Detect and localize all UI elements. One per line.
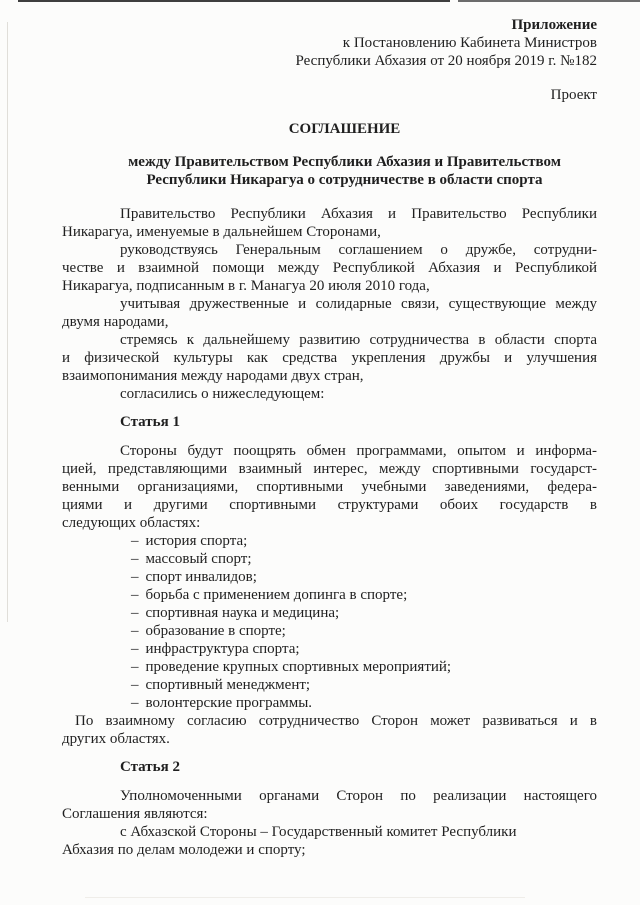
preamble-line: и физической культуры как средства укрепления дружбы и улучшения	[62, 350, 597, 366]
article-paragraph-line: циями и другими спортивными структурами обоих государств в	[62, 497, 597, 513]
article-2-heading: Статья 2	[120, 759, 180, 775]
list-item-dash: –	[131, 623, 139, 639]
list-item	[62, 622, 597, 640]
scan-artifact-bottom-speckles	[85, 897, 525, 898]
preamble-line: стремясь к дальнейшему развитию сотрудничества в области спорта	[120, 332, 597, 348]
preamble-line: учитывая дружественные и солидарные связи, существующие между	[120, 296, 597, 312]
article-paragraph-line: других областях.	[62, 731, 170, 747]
agreement-title: СОГЛАШЕНИЕ	[288, 121, 401, 137]
article-1-heading: Статья 1	[120, 414, 180, 430]
annex-line: Республики Абхазия от 20 ноября 2019 г. №182	[295, 53, 597, 69]
list-item-text: спортивная наука и медицина;	[145, 605, 340, 621]
list-item-text: волонтерские программы.	[145, 695, 313, 711]
article-paragraph-line: следующих областях:	[62, 515, 201, 531]
preamble-line: двумя народами,	[62, 314, 169, 330]
list-item-dash: –	[131, 533, 139, 549]
list-item-dash: –	[131, 551, 139, 567]
list-item	[62, 658, 597, 676]
article-paragraph-line: Стороны будут поощрять обмен программами, опытом и информа-	[120, 443, 597, 459]
annex-line: Приложение	[511, 17, 597, 33]
list-item-dash: –	[131, 605, 139, 621]
article-paragraph-line: Абхазия по делам молодежи и спорту;	[62, 842, 306, 858]
list-item-dash: –	[131, 569, 139, 585]
list-item	[62, 550, 597, 568]
list-item-dash: –	[131, 695, 139, 711]
list-item-dash: –	[131, 641, 139, 657]
article-paragraph-line: Уполномоченными органами Сторон по реализации настоящего	[120, 788, 597, 804]
annex-line: к Постановлению Кабинета Министров	[342, 35, 597, 51]
list-item-text: инфраструктура спорта;	[145, 641, 300, 657]
list-item	[62, 604, 597, 622]
list-item-text: массовый спорт;	[145, 551, 252, 567]
article-1-body	[62, 442, 597, 748]
list-item-text: проведение крупных спортивных мероприятий;	[145, 659, 452, 675]
draft-label: Проект	[550, 87, 597, 103]
article-paragraph-line: Соглашения являются:	[62, 806, 208, 822]
agreement-subtitle	[62, 153, 597, 189]
list-item	[62, 694, 597, 712]
preamble-line: согласились о нижеследующем:	[120, 386, 325, 402]
list-item-dash: –	[131, 659, 139, 675]
list-item	[62, 568, 597, 586]
list-item	[62, 586, 597, 604]
list-item-dash: –	[131, 587, 139, 603]
agreement-subtitle-line: Республики Никарагуа о сотрудничестве в области спорта	[146, 172, 543, 188]
agreement-subtitle-line: между Правительством Республики Абхазия и Правительством	[128, 154, 561, 170]
list-item	[62, 676, 597, 694]
preamble-line: честве и взаимной помощи между Республикой Абхазия и Республикой	[62, 260, 597, 276]
list-item	[62, 640, 597, 658]
preamble-line: Никарагуа, именуемые в дальнейшем Сторонами,	[62, 224, 381, 240]
annex-block	[62, 16, 597, 70]
list-item-text: история спорта;	[145, 533, 248, 549]
list-item	[62, 532, 597, 550]
preamble	[62, 205, 597, 403]
article-paragraph-line: цией, представляющими взаимный интерес, между спортивными государст-	[62, 461, 597, 477]
preamble-line: Правительство Республики Абхазия и Правительство Республики	[120, 206, 597, 222]
article-paragraph-line: венными организациями, спортивными учебными заведениями, федера-	[62, 479, 597, 495]
preamble-line: руководствуясь Генеральным соглашением о дружбе, сотрудни-	[120, 242, 597, 258]
list-item-text: спортивный менеджмент;	[145, 677, 311, 693]
list-item-dash: –	[131, 677, 139, 693]
list-item-text: спорт инвалидов;	[145, 569, 257, 585]
article-paragraph-line: с Абхазской Стороны – Государственный комитет Республики	[120, 824, 517, 840]
article-paragraph-line: По взаимному согласию сотрудничество Сторон может развиваться и в	[75, 713, 597, 729]
list-item-text: борьба с применением допинга в спорте;	[145, 587, 408, 603]
article-2-body	[62, 787, 597, 859]
list-item-text: образование в спорте;	[145, 623, 286, 639]
preamble-line: взаимопонимания между народами двух стран,	[62, 368, 364, 384]
preamble-line: Никарагуа, подписанным в г. Манагуа 20 июля 2010 года,	[62, 278, 430, 294]
